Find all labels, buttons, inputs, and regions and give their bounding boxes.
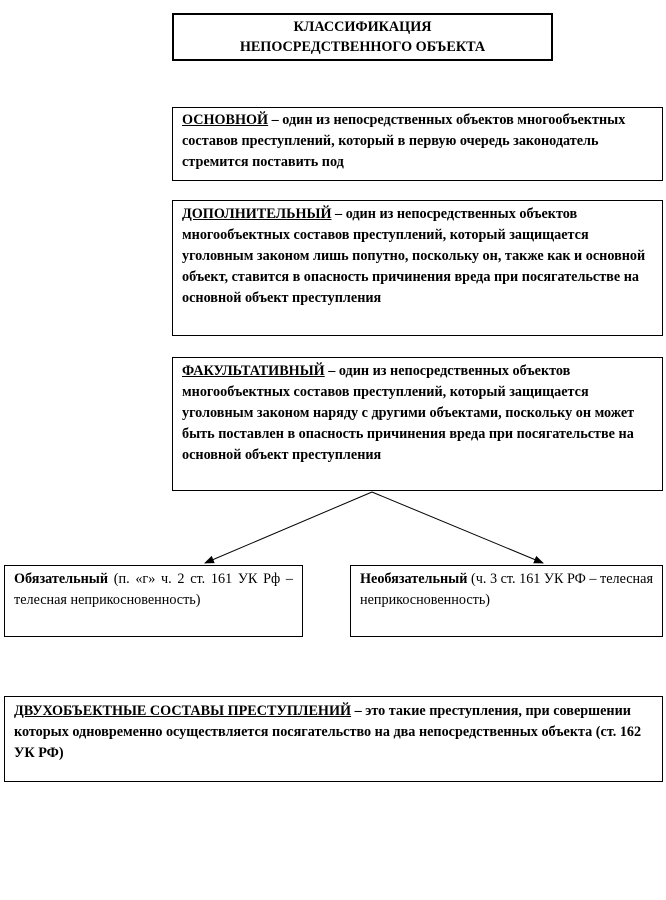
diagram-title	[172, 13, 553, 61]
obligatory-text: (п. «г» ч. 2 ст. 161 УК Рф – телесная неприкосновенность)	[14, 571, 293, 608]
nonobligatory-text: (ч. 3 ст. 161 УК РФ – телесная неприкосновенность)	[360, 571, 653, 608]
main-object-definition: – один из непосредственных объектов многообъектных составов преступлений, который в первую очередь законодатель стремится поставить под	[182, 112, 626, 170]
optional-object-box	[172, 357, 663, 491]
optional-object-definition: – один из непосредственных объектов многообъектных составов преступлений, который защищается уголовным законом наряду с другими объектами, поскольку он может быть поставлен в опасность причинения вреда при посягательстве на основной объект преступления	[182, 363, 635, 463]
title-line-1: КЛАССИФИКАЦИЯ	[293, 19, 432, 35]
nonobligatory-term: Необязательный	[360, 571, 468, 587]
arrow-to-nonobligatory	[372, 492, 543, 563]
additional-object-box	[172, 200, 663, 336]
two-object-term: ДВУХОБЪЕКТНЫЕ СОСТАВЫ ПРЕСТУПЛЕНИЙ	[14, 703, 352, 719]
additional-object-definition: – один из непосредственных объектов многообъектных составов преступлений, который защищается уголовным законом лишь попутно, поскольку он, также как и основной объект, ставится в опасность причинения вреда при посягательстве на основной объект преступления	[182, 206, 646, 306]
optional-object-term: ФАКУЛЬТАТИВНЫЙ	[182, 363, 325, 379]
title-line-2: НЕПОСРЕДСТВЕННОГО ОБЪЕКТА	[239, 39, 486, 55]
obligatory-term: Обязательный	[14, 571, 109, 587]
additional-object-term: ДОПОЛНИТЕЛЬНЫЙ	[182, 206, 332, 222]
two-object-crimes-box	[4, 696, 663, 782]
two-object-definition: – это такие преступления, при совершении которых одновременно осуществляется посягательство на два непосредственных объекта (ст. 162 УК РФ)	[14, 703, 642, 761]
nonobligatory-object-box	[350, 565, 663, 637]
arrow-to-obligatory	[205, 492, 372, 563]
main-object-box	[172, 107, 663, 181]
main-object-term: ОСНОВНОЙ	[182, 112, 269, 128]
obligatory-object-box	[4, 565, 303, 637]
